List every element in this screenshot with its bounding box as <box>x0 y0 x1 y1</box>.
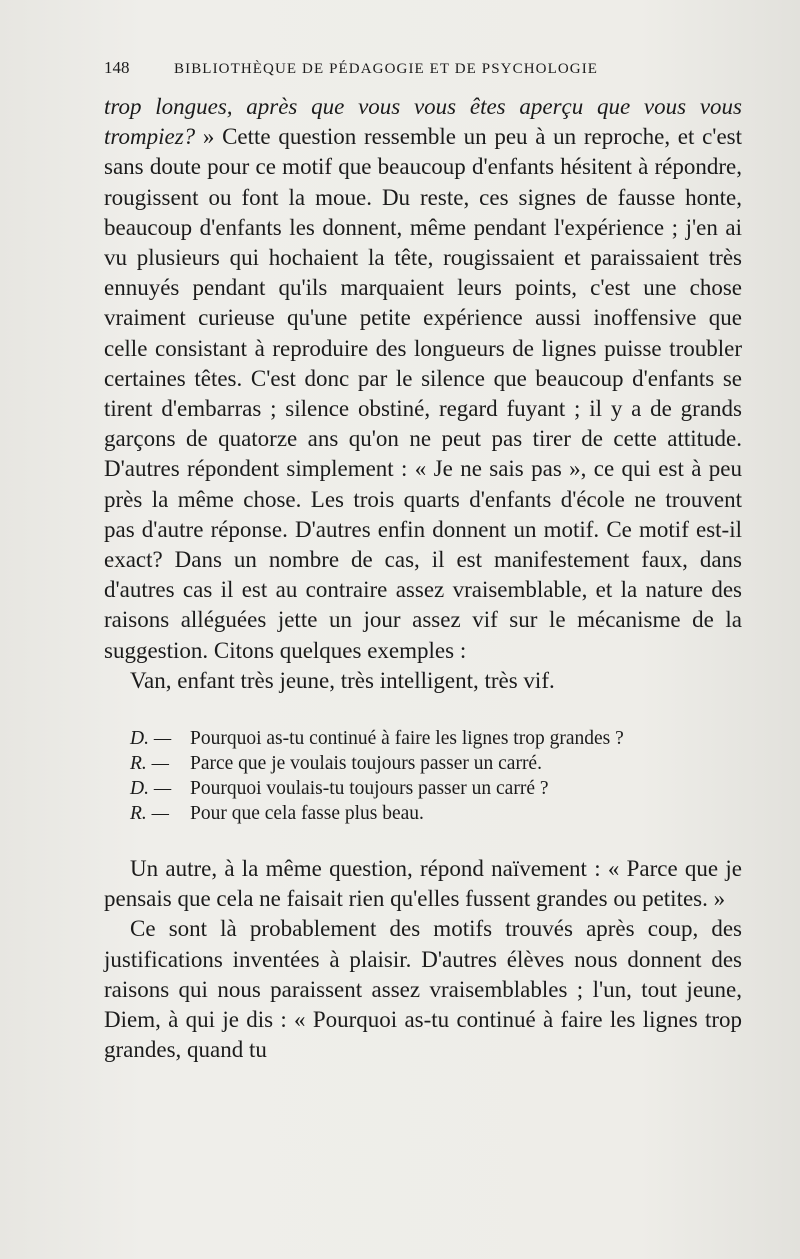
paragraph-1 <box>104 92 742 666</box>
paragraph-1-rest: » Cette question ressemble un peu à un reproche, et c'est sans doute pour ce motif que beaucoup d'enfants hésitent à répondre, rougissent ou font la moue. Du reste, ces signes de fausse honte, beaucoup d'enfants les donnent, même pendant l'expérience ; j'en ai vu plusieurs qui hochaient la tête, rougissaient et paraissaient très ennuyés pendant qu'ils marquaient leurs points, c'est une chose vraiment curieuse qu'une petite expérience aussi inoffensive que celle consistant à reproduire des longueurs de lignes puisse troubler certaines têtes. C'est donc par le silence que beaucoup d'enfants se tirent d'embarras ; silence obstiné, regard fuyant ; il y a de grands garçons de quatorze ans qu'on ne peut pas tirer de cette attitude. D'autres répondent simplement : « Je ne sais pas », ce qui est à peu près la même chose. Les trois quarts d'enfants d'école ne trouvent pas d'autre réponse. D'autres enfin donnent un motif. Ce motif est-il exact? Dans un nombre de cas, il est manifestement faux, dans d'autres cas il est au contraire assez vraisemblable, et la nature des raisons alléguées jette un jour assez vif sur le mécanisme de la suggestion. Citons quelques exemples : <box>104 124 742 663</box>
dialogue-line-1 <box>130 726 742 751</box>
paragraph-2: Van, enfant très jeune, très intelligent, très vif. <box>130 667 555 693</box>
dialogue-line-4 <box>130 801 742 826</box>
dialogue-text: Pourquoi as-tu continué à faire les lignes trop grandes ? <box>190 728 624 750</box>
dialogue-speaker: D. — <box>130 778 172 800</box>
dialogue-speaker: D. — <box>130 728 172 750</box>
dialogue-speaker: R. — <box>130 753 169 775</box>
dialogue-block <box>130 726 742 826</box>
running-header <box>104 58 742 78</box>
running-title: BIBLIOTHÈQUE DE PÉDAGOGIE ET DE PSYCHOLOGIE <box>174 61 599 77</box>
dialogue-speaker: R. — <box>130 803 169 825</box>
dialogue-text: Pour que cela fasse plus beau. <box>190 803 424 825</box>
paragraph-3: Un autre, à la même question, répond naïvement : « Parce que je pensais que cela ne faisait rien qu'elles fussent grandes ou petites. » <box>104 856 742 912</box>
page-number: 148 <box>104 58 130 77</box>
dialogue-line-3 <box>130 776 742 801</box>
dialogue-text: Parce que je voulais toujours passer un carré. <box>190 753 542 775</box>
dialogue-text: Pourquoi voulais-tu toujours passer un carré ? <box>190 778 549 800</box>
paragraph-4: Ce sont là probablement des motifs trouvés après coup, des justifications inventées à plaisir. D'autres élèves nous donnent des raisons qui nous paraissent assez vraisemblables ; l'un, tout jeune, Diem, à qui je dis : « Pourquoi as-tu continué à faire les lignes trop grandes, quand tu <box>104 916 742 1063</box>
paragraph-1-italic: trop longues, après que vous vous êtes aperçu que vous vous trompiez? <box>104 94 742 150</box>
dialogue-line-2 <box>130 751 742 776</box>
